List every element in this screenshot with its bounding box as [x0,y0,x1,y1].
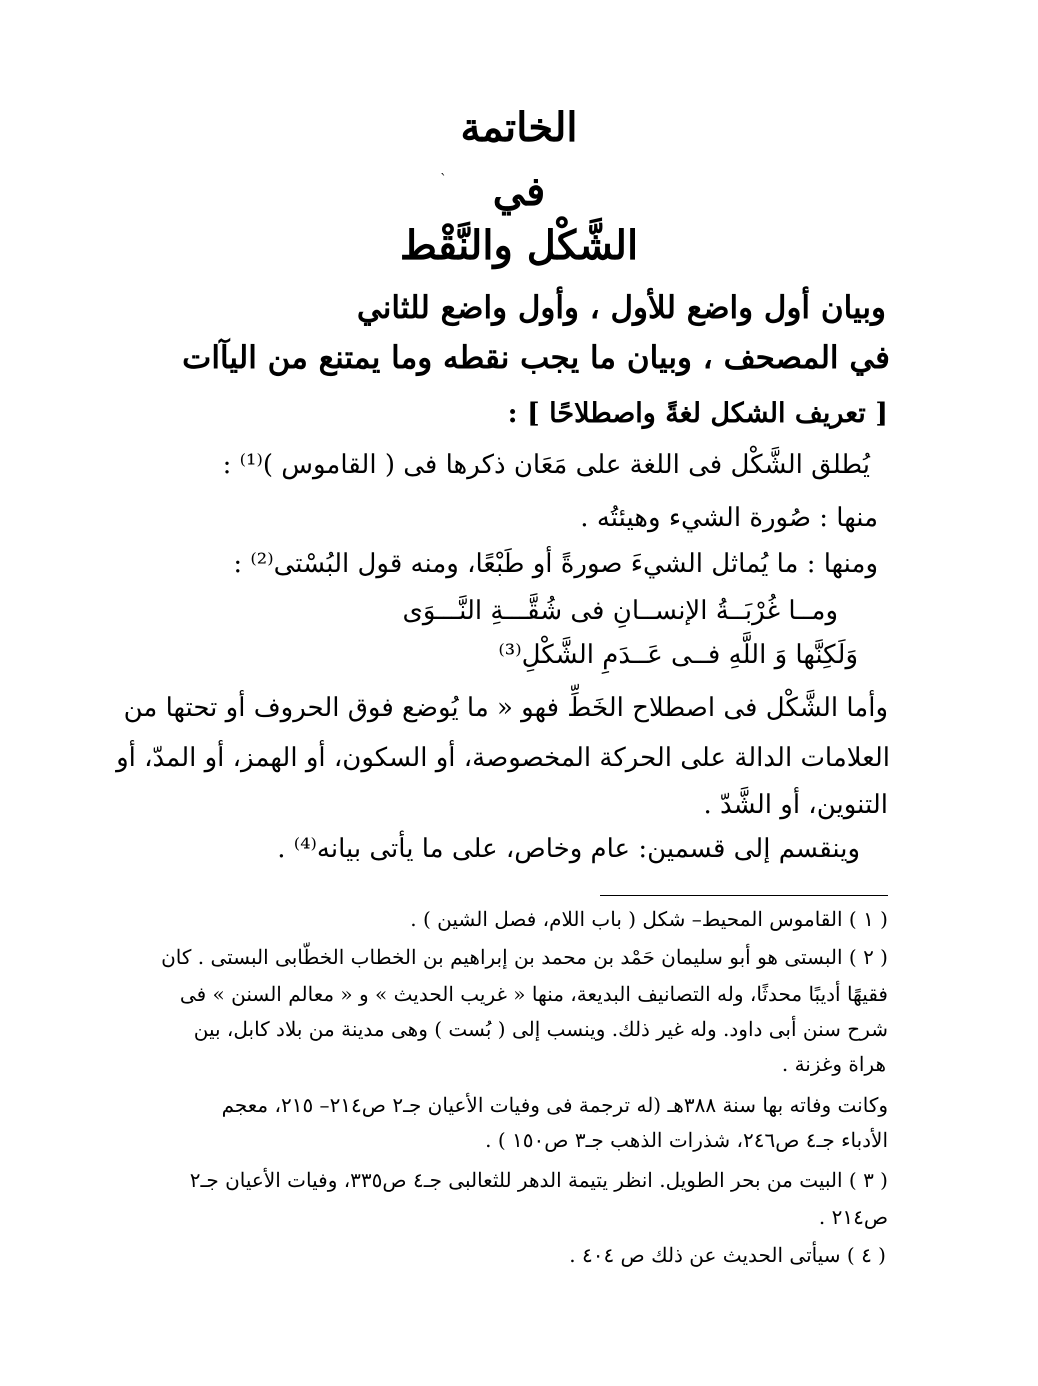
chapter-subtitle: الشَّكْل والنَّقْط [399,222,639,269]
body-line: ومنها : ما يُماثل الشيءَ صورةً أو طَبْعًا، ومنه قول البُسْتى⁽²⁾ : [233,549,878,579]
footnote-2-continuation: وكانت وفاته بها سنة ٣٨٨هـ (له ترجمة فى وفيات الأعيان جـ٢ ص٢١٤– ٢١٥، معجم [221,1093,888,1117]
chapter-title-connector: في [492,168,546,215]
chapter-description-line-2: في المصحف ، وبيان ما يجب نقطه وما يمتنع من اليآات [182,340,890,376]
footnote-1: ( ١ ) القاموس المحيط– شكل ( باب اللام، فصل الشين ) . [410,907,888,931]
footnote-4: ( ٤ ) سيأتى الحديث عن ذلك ص ٤٠٤ . [569,1243,886,1267]
body-line: التنوين، أو الشَّدّ . [703,790,888,820]
body-line: يُطلق الشَّكْل فى اللغة على مَعَان ذكرها فى ( القاموس )⁽¹⁾ : [222,450,870,480]
chapter-description-line-1: وبيان أول واضع للأول ، وأول واضع للثاني [356,290,886,326]
footnote-2-continuation: شرح سنن أبى داود. وله غير ذلك. وينسب إلى ( بُست ) وهى مدينة من بلاد كابل، بين [193,1017,888,1041]
body-line: منها : صُورة الشيء وهيئتُه . [580,503,878,533]
footnote-separator [600,895,888,896]
footnote-2-continuation: الأدباء جـ٤ ص٢٤٦، شذرات الذهب جـ٣ ص١٥٠ ) . [485,1128,888,1152]
footnote-2: ( ٢ ) البستى هو أبو سليمان حَمْد بن محمد بن إبراهيم بن الخطاب الخطّابى البستى . كان [161,945,888,969]
section-heading: [ تعريف الشكل لغةً واصطلاحًا ] : [507,398,888,429]
body-line: وأما الشَّكْل فى اصطلاح الخَطِّ فهو « ما يُوضع فوق الحروف أو تحتها من [123,693,888,723]
footnote-2-continuation: هراة وغزنة . [781,1052,886,1076]
verse-line: ومــا غُرْبَــةُ الإنســانِ فى شُقَّـــةِ النَّـــوَى [402,596,838,626]
chapter-title: الخاتمة [460,104,578,151]
footnote-2-continuation: فقيهًا أديبًا محدثًا، وله التصانيف البديعة، منها « غريب الحديث » و « معالم السنن » فى [179,982,888,1006]
body-line: وينقسم إلى قسمين: عام وخاص، على ما يأتى بيانه⁽⁴⁾ . [277,834,860,864]
footnote-3-continuation: ص٢١٤ . [818,1205,888,1229]
stray-mark: ` [440,172,447,188]
body-line: العلامات الدالة على الحركة المخصوصة، أو السكون، أو الهمز، أو المدّ، أو [116,743,890,773]
verse-line: وَلَكِنَّها وَ اللَّهِ فــى عَــدَمِ الشَّكْلِ⁽³⁾ [498,640,858,670]
footnote-3: ( ٣ ) البيت من بحر الطويل. انظر يتيمة الدهر للثعالبى جـ٤ ص٣٣٥، وفيات الأعيان جـ٢ [189,1168,888,1192]
